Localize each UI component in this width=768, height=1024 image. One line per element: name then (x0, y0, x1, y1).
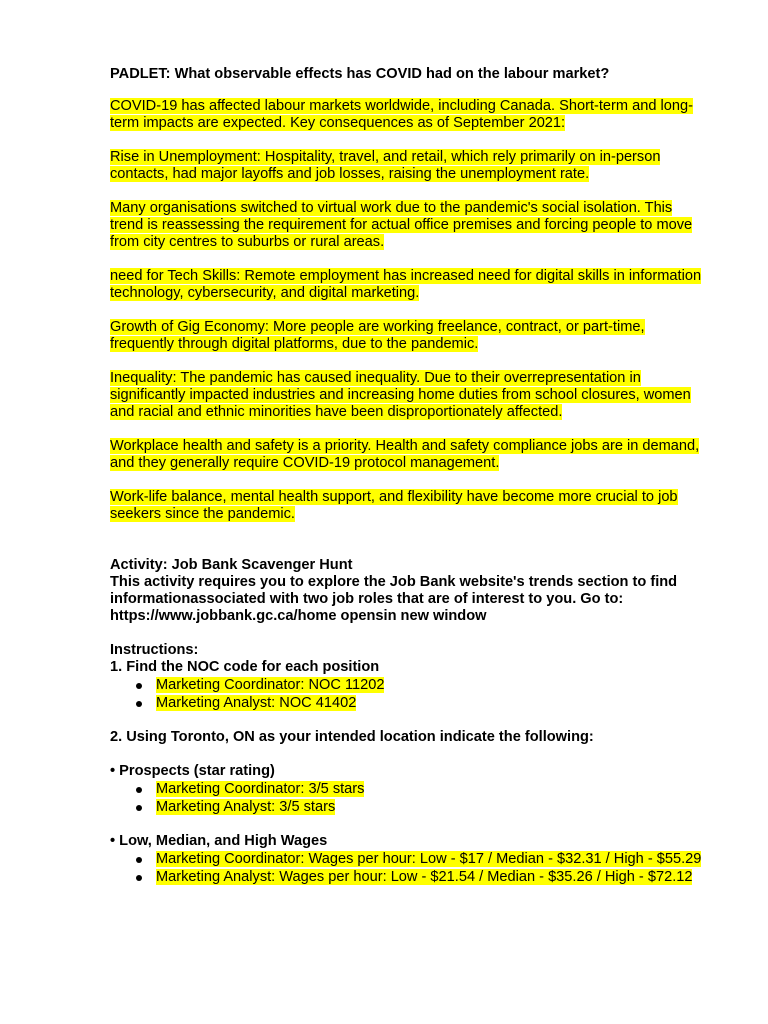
paragraph-virtual-work (110, 200, 708, 251)
noc-list (110, 677, 708, 712)
highlighted-text: Growth of Gig Economy: More people are working freelance, contract, or part-time, frequently through digital platforms, due to the pandemic. (110, 319, 645, 352)
highlighted-text: Marketing Analyst: 3/5 stars (156, 799, 336, 815)
list-item (156, 781, 708, 798)
wages-list (110, 851, 708, 886)
highlighted-text: Marketing Analyst: NOC 41402 (156, 695, 357, 711)
list-item (156, 851, 708, 868)
step2-heading: 2. Using Toronto, ON as your intended location indicate the following: (110, 729, 594, 745)
list-item (156, 799, 708, 816)
prospects-heading: • Prospects (star rating) (110, 763, 275, 779)
list-item (156, 695, 708, 712)
highlighted-text: Marketing Coordinator: NOC 11202 (156, 677, 385, 693)
document-title: PADLET: What observable effects has COVID had on the labour market? (110, 66, 610, 82)
highlighted-text: Marketing Analyst: Wages per hour: Low - $21.54 / Median - $35.26 / High - $72.12 (156, 869, 693, 885)
highlighted-text: Work-life balance, mental health support, and flexibility have become more crucial to job seekers since the pandemic. (110, 489, 678, 522)
paragraph-unemployment (110, 149, 708, 183)
paragraph-intro (110, 98, 708, 132)
activity-heading: Activity: Job Bank Scavenger Hunt (110, 557, 353, 573)
activity-description: This activity requires you to explore the Job Bank website's trends section to find informationassociated with two job roles that are of interest to you. Go to: https://www.jobbank.gc.ca/home opensin new window (110, 574, 678, 624)
highlighted-text: COVID-19 has affected labour markets worldwide, including Canada. Short-term and long-term impacts are expected. Key consequences as of September 2021: (110, 98, 693, 131)
highlighted-text: Marketing Coordinator: Wages per hour: Low - $17 / Median - $32.31 / High - $55.29 (156, 851, 702, 867)
highlighted-text: need for Tech Skills: Remote employment has increased need for digital skills in information technology, cybersecurity, and digital marketing. (110, 268, 702, 301)
paragraph-tech-skills (110, 268, 708, 302)
paragraph-work-life (110, 489, 708, 523)
instructions-heading: Instructions: (110, 642, 199, 658)
highlighted-text: Rise in Unemployment: Hospitality, travel, and retail, which rely primarily on in-person contacts, had major layoffs and job losses, raising the unemployment rate. (110, 149, 661, 182)
highlighted-text: Workplace health and safety is a priority. Health and safety compliance jobs are in demand, and they generally require COVID-19 protocol management. (110, 438, 700, 471)
highlighted-text: Marketing Coordinator: 3/5 stars (156, 781, 365, 797)
highlighted-text: Inequality: The pandemic has caused inequality. Due to their overrepresentation in significantly impacted industries and increasing home duties from school closures, women and racial and ethnic minorities have been disproportionately affected. (110, 370, 691, 420)
paragraph-gig-economy (110, 319, 708, 353)
wages-heading: • Low, Median, and High Wages (110, 833, 328, 849)
paragraph-health-safety (110, 438, 708, 472)
list-item (156, 677, 708, 694)
prospects-list (110, 781, 708, 816)
list-item (156, 869, 708, 886)
step1-heading: 1. Find the NOC code for each position (110, 659, 380, 675)
paragraph-inequality (110, 370, 708, 421)
highlighted-text: Many organisations switched to virtual work due to the pandemic's social isolation. This trend is reassessing the requirement for actual office premises and forcing people to move from city centres to suburbs or rural areas. (110, 200, 693, 250)
